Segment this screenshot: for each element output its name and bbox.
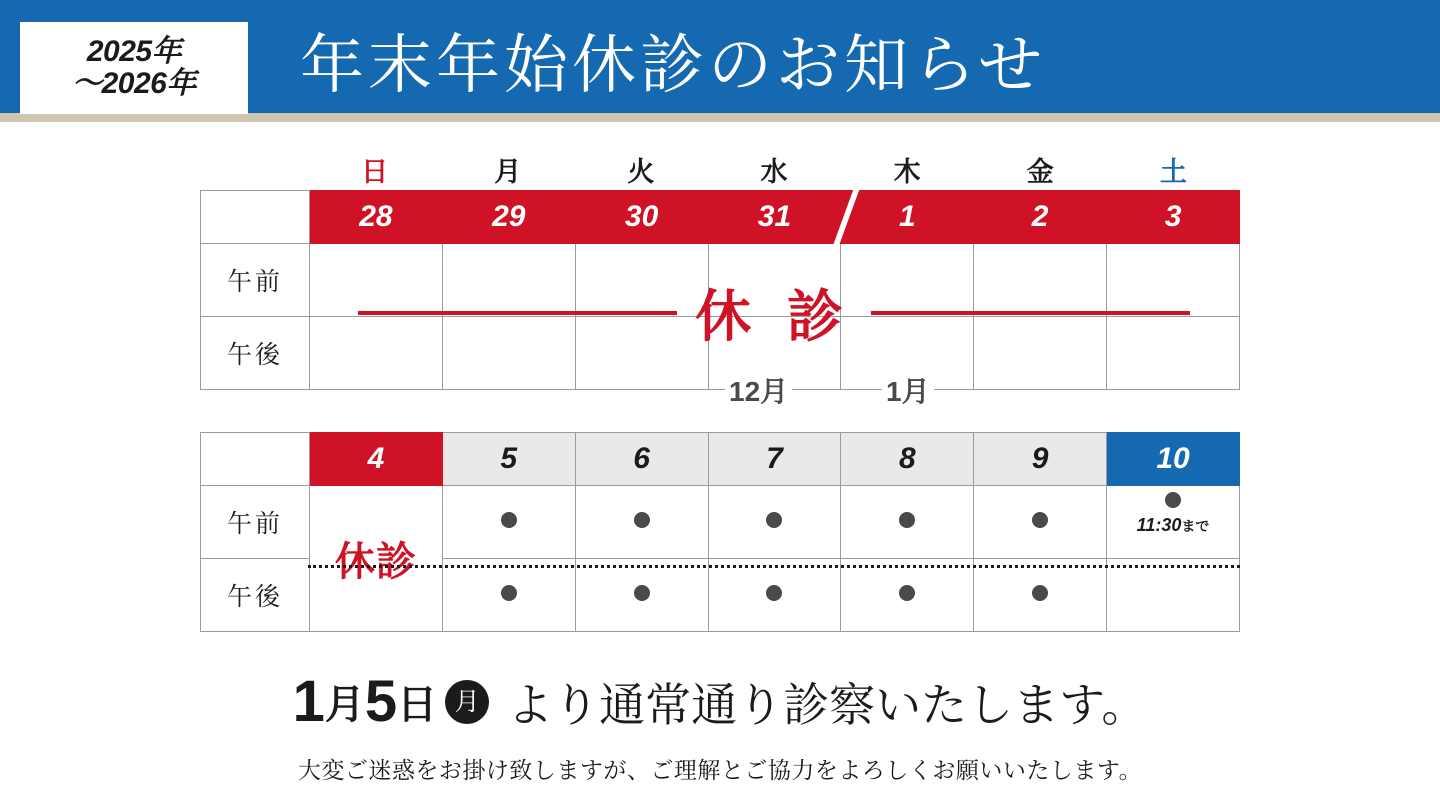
weekday-sun: 日 — [361, 157, 389, 187]
table-row-pm-1 — [201, 317, 1240, 390]
open-dot-icon — [1032, 585, 1048, 601]
cell-am-jan8 — [841, 486, 974, 559]
cell-pm-jan7 — [708, 559, 841, 632]
open-dot-icon — [766, 512, 782, 528]
table-row-dates-1 — [201, 191, 1240, 244]
weekday-spacer — [200, 150, 308, 189]
weekday-sat: 土 — [1159, 157, 1187, 187]
cell-pm-jan1 — [841, 317, 974, 390]
cell-am-jan6 — [575, 486, 708, 559]
date-cell-10: 10 — [1107, 433, 1240, 486]
date-cell-9: 9 — [974, 433, 1107, 486]
closed-label-main: 休 診 — [695, 285, 853, 348]
date-cell-2: 2 — [974, 191, 1107, 244]
year-badge-line1: 2025年 — [86, 34, 182, 68]
reopen-weekday-badge: 月 — [445, 680, 489, 724]
open-dot-icon — [634, 512, 650, 528]
open-dot-icon — [501, 512, 517, 528]
cell-am-29 — [442, 244, 575, 317]
cell-am-jan10 — [1107, 486, 1240, 559]
weekday-header-row — [200, 150, 1240, 189]
row-label-am-1: 午前 — [201, 244, 310, 317]
open-dot-icon — [899, 512, 915, 528]
open-dot-icon — [766, 585, 782, 601]
date-cell-1: 1 — [841, 191, 974, 244]
cell-pm-jan8 — [841, 559, 974, 632]
weekday-mon: 月 — [494, 157, 522, 187]
table-row-am-2 — [201, 486, 1240, 559]
cell-am-jan7 — [708, 486, 841, 559]
reopen-day-unit: 日 — [397, 683, 438, 727]
date-cell-31: 31 — [708, 191, 841, 244]
date-cell-8: 8 — [841, 433, 974, 486]
cell-am-jan2 — [974, 244, 1107, 317]
date-cell-6: 6 — [575, 433, 708, 486]
reopen-month-number: 1 — [292, 669, 325, 734]
cell-pm-jan5 — [442, 559, 575, 632]
row-label-pm-2: 午後 — [201, 559, 310, 632]
cell-am-31 — [708, 244, 841, 317]
weekday-thu: 木 — [893, 157, 921, 187]
until-time-suffix: まで — [1181, 518, 1210, 534]
cell-am-jan1 — [841, 244, 974, 317]
cell-pm-jan9 — [974, 559, 1107, 632]
date-cell-28: 28 — [310, 191, 443, 244]
date-cell-5: 5 — [442, 433, 575, 486]
cell-am-30 — [575, 244, 708, 317]
until-time-note — [1107, 515, 1239, 536]
cell-am-jan3 — [1107, 244, 1240, 317]
row-label-pm-1: 午後 — [201, 317, 310, 390]
header-underline — [0, 113, 1440, 122]
cell-am-28 — [310, 244, 443, 317]
cell-closed-jan4: 休診 — [310, 486, 443, 632]
cell-pm-29 — [442, 317, 575, 390]
date-cell-29: 29 — [442, 191, 575, 244]
cell-pm-jan3 — [1107, 317, 1240, 390]
apology-note: 大変ご迷惑をお掛け致しますが、ご理解とご協力をよろしくお願いいたします。 — [297, 757, 1143, 783]
cell-pm-jan6 — [575, 559, 708, 632]
table-row-am-1 — [201, 244, 1240, 317]
corner-cell-2 — [201, 433, 310, 486]
cell-pm-28 — [310, 317, 443, 390]
open-dot-icon — [501, 585, 517, 601]
table-row-dates-2 — [201, 433, 1240, 486]
until-time-value: 11:30 — [1136, 515, 1182, 535]
open-dot-icon — [1032, 512, 1048, 528]
reopen-month-unit: 月 — [324, 683, 365, 727]
month-tag-january: 1月 — [882, 370, 934, 410]
open-dot-icon — [1165, 492, 1181, 508]
weekday-fri: 金 — [1026, 157, 1054, 187]
calendar-table-reopen — [200, 432, 1240, 632]
month-tag-december: 12月 — [725, 370, 792, 410]
cell-pm-jan10 — [1107, 559, 1240, 632]
date-cell-4: 4 — [310, 433, 443, 486]
date-cell-7: 7 — [708, 433, 841, 486]
cell-pm-30 — [575, 317, 708, 390]
reopen-statement — [0, 668, 1440, 735]
page-title: 年末年始休診のお知らせ — [300, 29, 1047, 101]
year-badge-line2: ～2026年 — [72, 67, 196, 100]
reopen-day-number: 5 — [364, 669, 398, 734]
cell-pm-31 — [708, 317, 841, 390]
year-badge — [20, 22, 248, 114]
cell-am-jan5 — [442, 486, 575, 559]
open-dot-icon — [634, 585, 650, 601]
cell-pm-jan2 — [974, 317, 1107, 390]
calendar-table-holiday — [200, 190, 1240, 390]
row-label-am-2: 午前 — [201, 486, 310, 559]
reopen-text: より通常通り診察いたします。 — [507, 678, 1148, 731]
corner-cell-1 — [201, 191, 310, 244]
open-dot-icon — [899, 585, 915, 601]
cell-am-jan9 — [974, 486, 1107, 559]
date-cell-3: 3 — [1107, 191, 1240, 244]
weekday-tue: 火 — [627, 157, 655, 187]
weekday-wed: 水 — [760, 157, 788, 187]
date-cell-30: 30 — [575, 191, 708, 244]
